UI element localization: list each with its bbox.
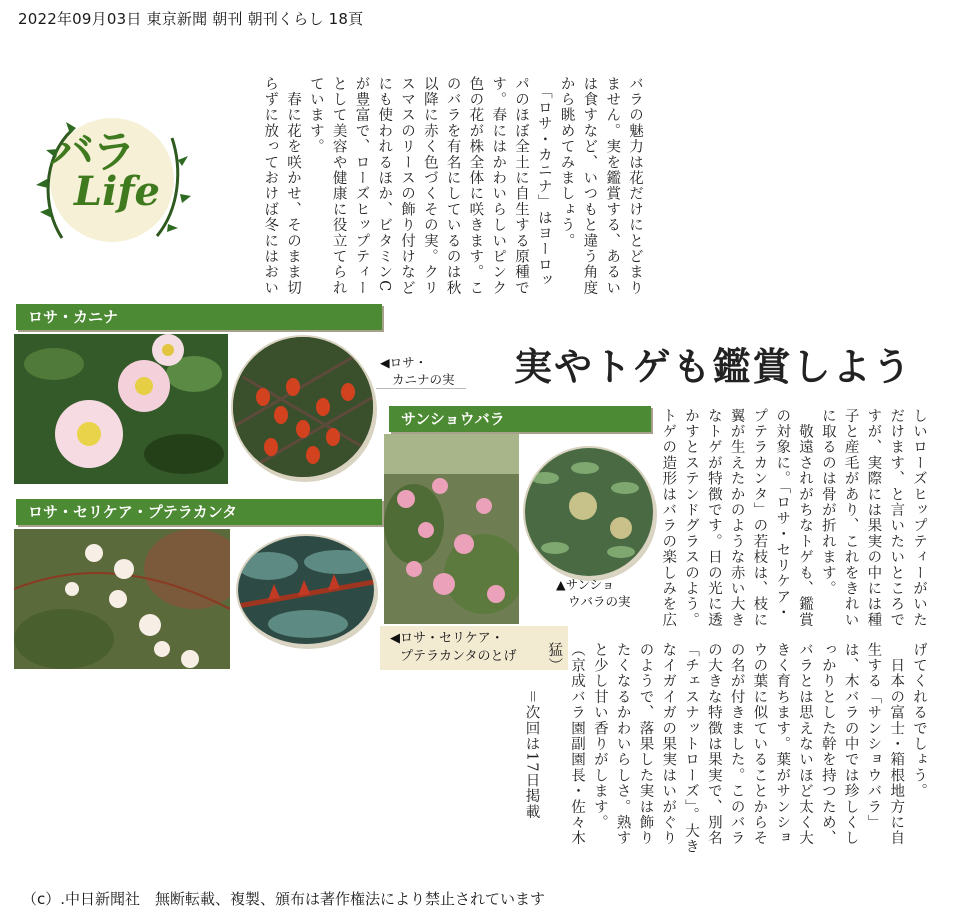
caption-canina-fruit [380,354,490,388]
rosa-sericea-flower-photo [14,529,230,669]
rosa-sericea-thorn-photo [236,534,376,646]
caption-sanshou-fruit-line2: ウバラの実 [568,594,631,609]
caption-canina-fruit-line2: カニナの実 [392,372,455,387]
caption-sanshou-fruit-line1: ▲サンショ [556,577,615,592]
logo-text-bara: バラ [50,127,134,178]
rosa-canina-fruit-photo [231,335,375,479]
article-column-top: バラの魅力は花だけにとどまりません。実を鑑賞する、あるいは食すなど、いつもと違う角度から眺めてみましょう。 「ロサ・カニナ」はヨーロッパのほぼ全土に自生する原種です。春にはかわいらしいピンク色の花が株全体に咲きます。こ のバラを有名にしているのは秋以降に赤く色づくその実。クリスマスのリースの飾り付けなどにも使われるほか、ビタミンCが豊富で、ローズヒップティーとして美容や健康に役立てられています。 春に花を咲かせ、そのまま切らずに放っておけば冬にはおい [262,76,643,296]
rosa-canina-flower-photo [14,334,228,484]
bara-life-logo [32,108,192,258]
logo-text-life: Life [74,168,160,215]
copyright-notice: （c）.中日新聞社 無断転載、複製、頒布は著作権法により禁止されています [22,890,546,908]
label-rosa-sericea-pteracantha: ロサ・セリケア・プテラカンタ [16,499,382,525]
page-header: 2022年09月03日 東京新聞 朝刊 朝刊くらし 18頁 [18,10,364,28]
sanshou-bara-flower-photo [384,434,519,624]
headline: 実やトゲも鑑賞しよう [514,344,913,389]
caption-sanshou-fruit [556,576,646,610]
caption-canina-fruit-line1: ◀ロサ・ [380,355,428,370]
caption-sericea-thorn-line1: ◀ロサ・セリケア・ [390,631,504,646]
sanshou-bara-fruit-photo [523,446,655,578]
label-rosa-canina: ロサ・カニナ [16,304,382,330]
caption-divider [376,388,466,389]
label-sanshou-bara: サンショウバラ [389,406,651,432]
article-column-middle: しいローズヒップティーがいただけます、と言いたいところですが、実際には果実の中には種子と産毛があり、これをきれいに取るのは骨が折れます。 敬遠されがちなトゲも、鑑賞の対象に。「ロサ・セリケア・プテラカンタ」の若枝は、枝に翼が生えたかのような赤い大きなトゲが特徴です。日の光に透かすとステンドグラスのよう。トゲの造形はバラの楽しみを広 [660,408,927,628]
article-column-bottom: げてくれるでしょう。 日本の富士・箱根地方に自生する「サンショウバラ」は、木バラの中では珍しくしっかりとした幹を持つため、バラとは思えないほど太く大きく育ちます。葉がサンショウの葉に似ていることからその名が付きました。このバラの大きな特徴は果実で、別名「チェスナットローズ」。大きなイガイガの果実はいがぐりのようで、落果した実は飾りたくなるかわいらしさ。熟すと少し甘い香りがします。 （京成バラ園副園長・佐々木猛） ＝次回は17日掲載 [523,642,927,855]
caption-sericea-thorn-line2: プテラカンタのとげ [400,649,517,664]
